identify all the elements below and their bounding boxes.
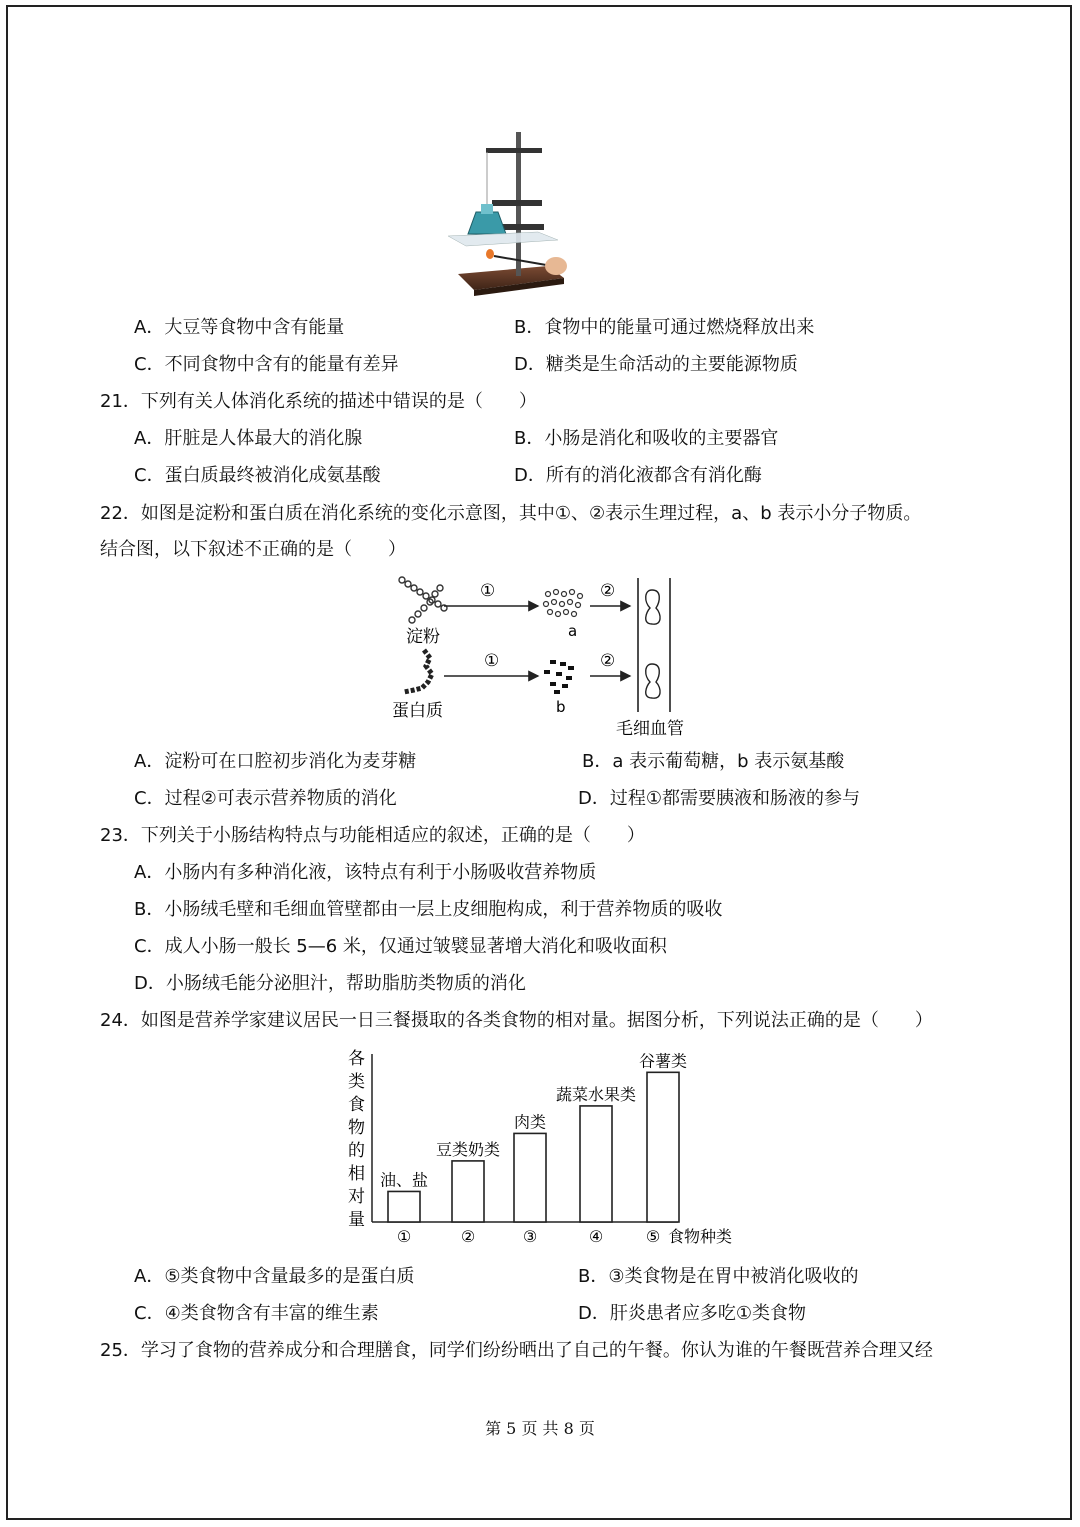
q21-option-a: A．肝脏是人体最大的消化腺 bbox=[134, 428, 363, 449]
combustion-apparatus-figure bbox=[448, 128, 574, 298]
chart-bar-1 bbox=[388, 1191, 420, 1222]
capillary-label: 毛细血管 bbox=[616, 719, 684, 739]
starch-molecule-icon bbox=[399, 577, 447, 623]
chart-category-tick-4: ④ bbox=[588, 1227, 604, 1246]
q24-option-c: C．④类食物含有丰富的维生素 bbox=[134, 1303, 379, 1324]
chart-bar-label-1: 油、盐 bbox=[379, 1170, 429, 1190]
q21-option-d: D．所有的消化液都含有消化酶 bbox=[514, 465, 762, 486]
q20-option-a: A．大豆等食物中含有能量 bbox=[134, 317, 345, 338]
q20-option-b: B．食物中的能量可通过燃烧释放出来 bbox=[514, 317, 815, 338]
q25-stem: 25．学习了食物的营养成分和合理膳食，同学们纷纷晒出了自己的午餐。你认为谁的午餐既营养合理又经 bbox=[100, 1340, 933, 1361]
chart-bar-label-3: 肉类 bbox=[513, 1112, 547, 1132]
q20-option-d: D．糖类是生命活动的主要能源物质 bbox=[514, 354, 798, 375]
step2-label-bottom: ② bbox=[600, 651, 616, 671]
q23-option-c: C．成人小肠一般长 5—6 米，仅通过皱襞显著增大消化和吸收面积 bbox=[134, 936, 667, 957]
step2-label-top: ② bbox=[600, 581, 616, 601]
a-label: a bbox=[568, 622, 578, 640]
protein-label: 蛋白质 bbox=[392, 701, 443, 721]
q22-option-d: D．过程①都需要胰液和肠液的参与 bbox=[578, 788, 860, 809]
q23-option-d: D．小肠绒毛能分泌胆汁，帮助脂肪类物质的消化 bbox=[134, 973, 526, 994]
q22-option-a: A．淀粉可在口腔初步消化为麦芽糖 bbox=[134, 751, 417, 772]
chart-x-axis-label: 食物种类 bbox=[668, 1227, 733, 1246]
blood-cell-icon bbox=[646, 590, 660, 624]
digestion-diagram bbox=[390, 572, 700, 742]
blood-cell-icon bbox=[646, 664, 660, 698]
q23-stem: 23．下列关于小肠结构特点与功能相适应的叙述，正确的是（ ） bbox=[100, 825, 645, 846]
chart-bar-3 bbox=[514, 1133, 546, 1222]
q23-option-b: B．小肠绒毛壁和毛细血管壁都由一层上皮细胞构成，利于营养物质的吸收 bbox=[134, 899, 723, 920]
q21-stem: 21．下列有关人体消化系统的描述中错误的是（ ） bbox=[100, 391, 537, 412]
chart-bar-label-4: 蔬菜水果类 bbox=[555, 1084, 637, 1104]
amino-acid-molecules-icon bbox=[544, 660, 574, 694]
q22-option-b: B．a 表示葡萄糖，b 表示氨基酸 bbox=[582, 751, 845, 772]
q20-option-c: C．不同食物中含有的能量有差异 bbox=[134, 354, 399, 375]
protein-molecule-icon bbox=[404, 650, 432, 692]
page-number: 第 5 页 共 8 页 bbox=[485, 1419, 595, 1438]
glucose-molecules-icon bbox=[544, 590, 583, 617]
chart-bar-5 bbox=[647, 1072, 679, 1222]
q21-option-c: C．蛋白质最终被消化成氨基酸 bbox=[134, 465, 381, 486]
chart-bar-label-2: 豆类奶类 bbox=[435, 1139, 501, 1159]
q22-stem-line2: 结合图，以下叙述不正确的是（ ） bbox=[100, 539, 406, 560]
q21-option-b: B．小肠是消化和吸收的主要器官 bbox=[514, 428, 779, 449]
chart-category-tick-3: ③ bbox=[522, 1227, 538, 1246]
chart-category-tick-1: ① bbox=[396, 1227, 412, 1246]
chart-y-label-text: 各类食物的相对量 bbox=[348, 1049, 365, 1230]
step1-label-bottom: ① bbox=[484, 651, 500, 671]
chart-bar-2 bbox=[452, 1161, 484, 1222]
q22-option-c: C．过程②可表示营养物质的消化 bbox=[134, 788, 397, 809]
chart-bar-4 bbox=[580, 1106, 612, 1222]
q24-stem: 24．如图是营养学家建议居民一日三餐摄取的各类食物的相对量。据图分析，下列说法正确的是（ ） bbox=[100, 1010, 933, 1031]
chart-y-axis-label bbox=[348, 1049, 365, 1230]
q24-option-b: B．③类食物是在胃中被消化吸收的 bbox=[578, 1266, 859, 1287]
chart-category-tick-2: ② bbox=[460, 1227, 476, 1246]
q24-option-d: D．肝炎患者应多吃①类食物 bbox=[578, 1303, 806, 1324]
chart-bar-label-5: 谷薯类 bbox=[638, 1051, 688, 1071]
b-label: b bbox=[556, 698, 566, 716]
q24-option-a: A．⑤类食物中含量最多的是蛋白质 bbox=[134, 1266, 415, 1287]
step1-label-top: ① bbox=[480, 581, 496, 601]
chart-category-tick-5: ⑤ bbox=[645, 1227, 661, 1246]
q23-option-a: A．小肠内有多种消化液，该特点有利于小肠吸收营养物质 bbox=[134, 862, 597, 883]
food-relative-amount-chart bbox=[340, 1046, 740, 1251]
q22-stem-line1: 22．如图是淀粉和蛋白质在消化系统的变化示意图，其中①、②表示生理过程，a、b 表示小分子物质。 bbox=[100, 503, 922, 524]
starch-label: 淀粉 bbox=[406, 627, 440, 647]
